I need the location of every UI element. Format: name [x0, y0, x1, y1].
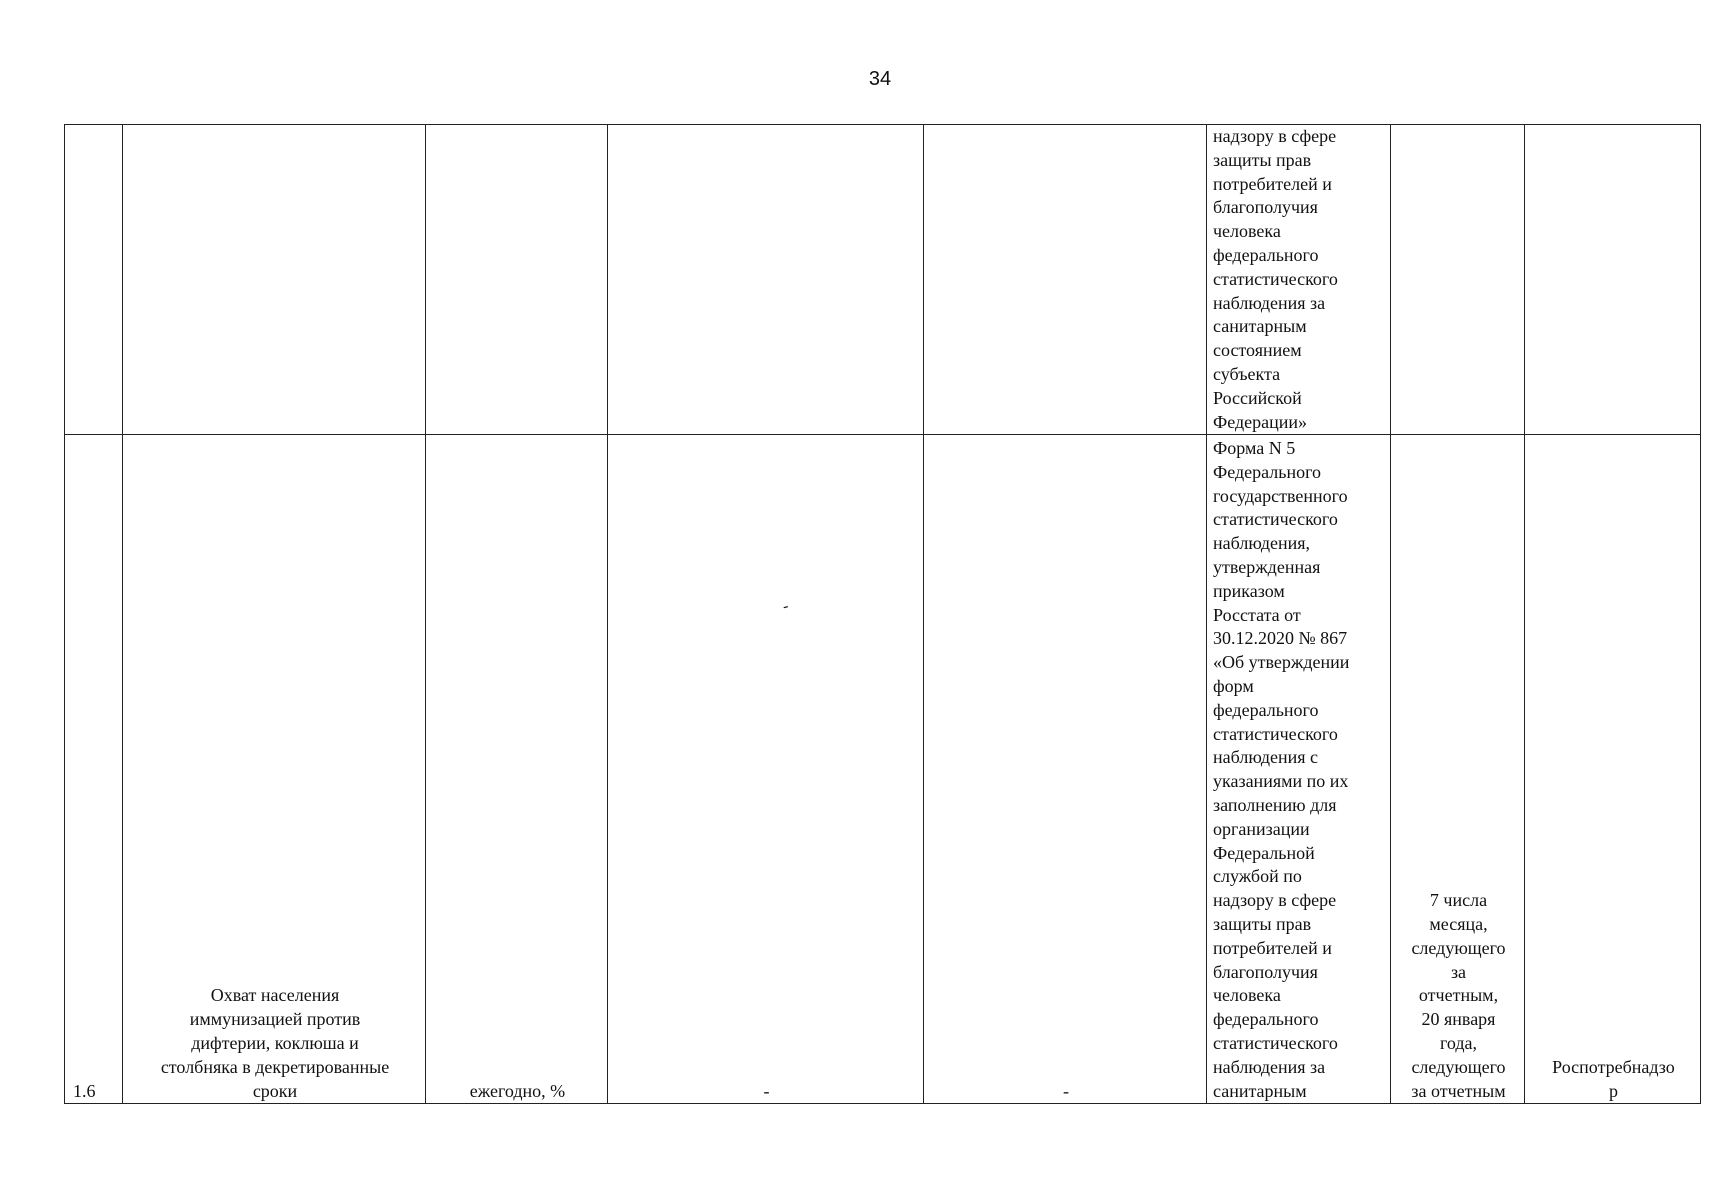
indicator-cell: Охват населения иммунизацией против дифтерии, коклюша и столбняка в декретированные сроки — [123, 435, 426, 1104]
row-number-cell: 1.6 — [65, 435, 123, 1104]
indicators-table — [64, 124, 1701, 1104]
periodicity-cell — [426, 125, 608, 435]
value-cell: - — [608, 435, 924, 1104]
source-cell: Форма N 5 Федерального государственного статистического наблюдения, утвержденная приказом Росстата от 30.12.2020 № 867 «Об утверждении форм федерального статистического наблюдения с указаниями по их заполнению для организации Федеральной службой по надзору в сфере защиты прав потребителей и благополучия человека федерального статистического наблюдения за санитарным — [1207, 435, 1391, 1104]
page-number: 34 — [868, 68, 892, 90]
row-number-cell — [65, 125, 123, 435]
indicator-cell — [123, 125, 426, 435]
deadline-cell: 7 числа месяца, следующего за отчетным, 20 января года, следующего за отчетным — [1391, 435, 1525, 1104]
source-cell: надзору в сфере защиты прав потребителей и благополучия человека федерального статистического наблюдения за санитарным состоянием субъекта Российской Федерации» — [1207, 125, 1391, 435]
table-row — [65, 125, 1701, 435]
responsible-cell: Роспотребнадзо р — [1525, 435, 1701, 1104]
value-cell — [924, 125, 1207, 435]
periodicity-cell: ежегодно, % — [426, 435, 608, 1104]
deadline-cell — [1391, 125, 1525, 435]
value-cell — [608, 125, 924, 435]
table-row — [65, 435, 1701, 1104]
scan-mark: - — [780, 597, 791, 616]
responsible-cell — [1525, 125, 1701, 435]
value-cell: - — [924, 435, 1207, 1104]
